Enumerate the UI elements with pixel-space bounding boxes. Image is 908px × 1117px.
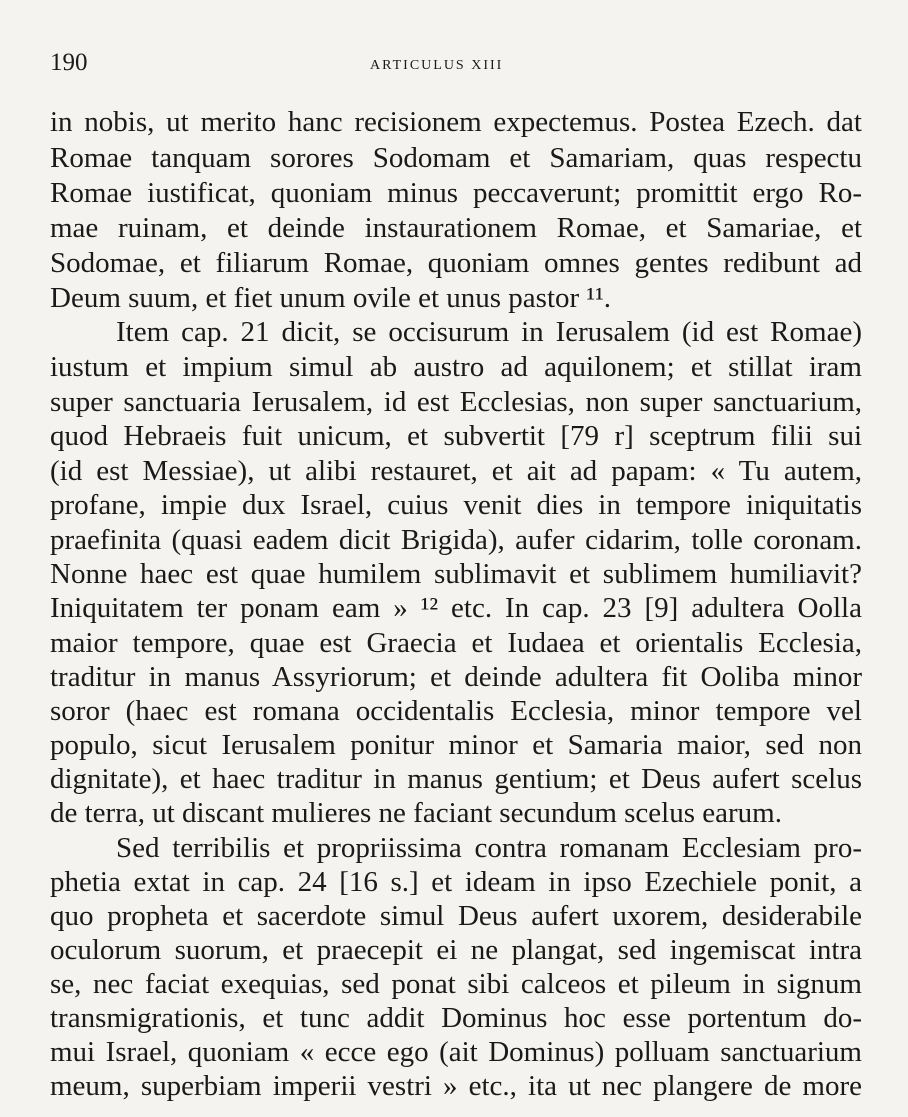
text-line: maior tempore, quae est Graecia et Iudaea et orientalis Ecclesia, <box>50 627 862 659</box>
text-line: Romae iustificat, quoniam minus peccaverunt; promittit ergo Ro- <box>50 177 862 209</box>
text-line: populo, sicut Ierusalem ponitur minor et Samaria maior, sed non <box>50 729 862 761</box>
paragraph-first-line: Sed terribilis et propriissima contra romanam Ecclesiam pro- <box>116 832 862 864</box>
paragraph-first-line: Item cap. 21 dicit, se occisurum in Ierusalem (id est Romae) <box>116 316 862 348</box>
text-line: in nobis, ut merito hanc recisionem expectemus. Postea Ezech. dat <box>50 106 862 138</box>
text-line: soror (haec est romana occidentalis Ecclesia, minor tempore vel <box>50 695 862 727</box>
text-line: Romae tanquam sorores Sodomam et Samariam, quas respectu <box>50 142 862 174</box>
running-head: ARTICULUS XIII <box>370 58 504 73</box>
text-line: dignitate), et haec traditur in manus gentium; et Deus aufert scelus <box>50 763 862 795</box>
text-line: mui Israel, quoniam « ecce ego (ait Dominus) polluam sanctuarium <box>50 1036 862 1068</box>
text-line: praefinita (quasi eadem dicit Brigida), aufer cidarim, tolle coronam. <box>50 524 862 556</box>
text-line: Sodomae, et filiarum Romae, quoniam omnes gentes redibunt ad <box>50 247 862 279</box>
text-line: mae ruinam, et deinde instaurationem Romae, et Samariae, et <box>50 212 862 244</box>
text-line: Deum suum, et fiet unum ovile et unus pastor ¹¹. <box>50 282 612 314</box>
text-line: meum, superbiam imperii vestri » etc., ita ut nec plangere de more <box>50 1070 862 1102</box>
text-line: iustum et impium simul ab austro ad aquilonem; et stillat iram <box>50 351 862 383</box>
text-line: profane, impie dux Israel, cuius venit dies in tempore iniquitatis <box>50 489 862 521</box>
text-line: oculorum suorum, et praecepit ei ne plangat, sed ingemiscat intra <box>50 934 862 966</box>
text-line: se, nec faciat exequias, sed ponat sibi calceos et pileum in signum <box>50 968 862 1000</box>
text-line: phetia extat in cap. 24 [16 s.] et ideam in ipso Ezechiele ponit, a <box>50 866 862 898</box>
page-number: 190 <box>50 49 88 76</box>
text-line: transmigrationis, et tunc addit Dominus hoc esse portentum do- <box>50 1002 862 1034</box>
text-line: de terra, ut discant mulieres ne faciant secundum scelus earum. <box>50 797 782 829</box>
text-line: quo propheta et sacerdote simul Deus aufert uxorem, desiderabile <box>50 900 862 932</box>
text-line: quod Hebraeis fuit unicum, et subvertit [79 r] sceptrum filii sui <box>50 420 862 452</box>
text-line: Iniquitatem ter ponam eam » ¹² etc. In cap. 23 [9] adultera Oolla <box>50 592 862 624</box>
text-line: super sanctuaria Ierusalem, id est Ecclesias, non super sanctuarium, <box>50 386 862 418</box>
text-line: Nonne haec est quae humilem sublimavit et sublimem humiliavit? <box>50 558 862 590</box>
text-line: (id est Messiae), ut alibi restauret, et ait ad papam: « Tu autem, <box>50 455 862 487</box>
text-line: traditur in manus Assyriorum; et deinde adultera fit Ooliba minor <box>50 661 862 693</box>
